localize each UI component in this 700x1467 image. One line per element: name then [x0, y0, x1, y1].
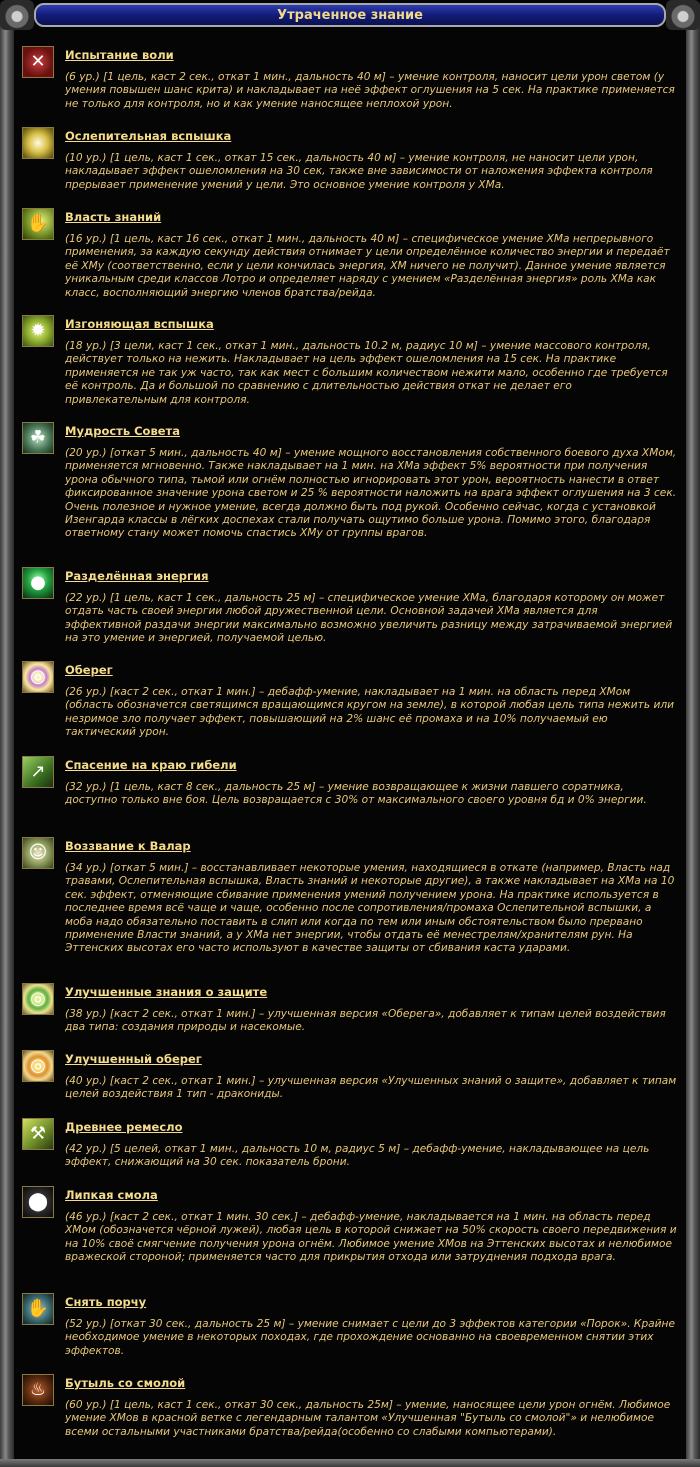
burst-icon: ✹: [22, 315, 54, 347]
skill-link[interactable]: Испытание воли: [65, 48, 174, 62]
title-bar: [34, 3, 666, 27]
skill-link[interactable]: Древнее ремесло: [65, 1120, 183, 1134]
skill-description: (40 ур.) [каст 2 сек., откат 1 мин.] – улучшенная версия «Улучшенных знаний о защите», добавляет к типам целей воздействия 1 тип - дракониды.: [65, 1075, 677, 1101]
skill-link[interactable]: Разделённая энергия: [65, 569, 209, 583]
skill-description: (18 ур.) [3 цели, каст 1 сек., откат 1 мин., дальность 10.2 м, радиус 10 м] – умение массового контроля, действует только на нежить. Накладывает на цель эффект ошеломления на 15 сек. На практике применяется не так уж часто, так как мест с большим количеством нежити мало, особенно где требуется её контроль. Да и большой по сравнению с длительностью действия откат не делает его привлекательным для контроля.: [65, 340, 668, 406]
skill-description: (26 ур.) [каст 2 сек., откат 1 мин.] – дебафф-умение, накладывает на 1 мин. на область перед ХМом (область обозначется светящимся вращающимся кругом на земле), в которой любая цель типа нежить или незримое зло получает эффект, повышающий на 2% шанс её промаха и на 10% получаемый ею тактический урон.: [65, 686, 674, 739]
window-border-bottom: [0, 1459, 700, 1467]
skill-description: (10 ур.) [1 цель, каст 1 сек., откат 15 сек., дальность 40 м] – умение контроля, не наносит цели урон, накладывает эффект ошеломления на 30 сек, также вне зависимости от наложения эффекта контроля прерывает применение умений у цели. Это основное умение контроля у ХМа.: [65, 152, 653, 191]
corner-ornament-left-icon: [0, 0, 34, 30]
skill-link[interactable]: Улучшенный оберег: [65, 1052, 202, 1066]
skill-link[interactable]: Ослепительная вспышка: [65, 129, 232, 143]
rescue-icon: ↗: [22, 756, 54, 788]
skill-description: (34 ур.) [откат 5 мин.] – восстанавливает некоторые умения, находящиеся в откате (например, Власть над травами, Ослепительная вспышка, Власть знаний и некоторые другие), а также накладывает на ХМа на 10 сек. эффект, отменяющие сбивание применения умений получением урона. На практике используется в последнее время всё чаще и чаще, особенно после сопротивления/промаха Ослепительной вспышки, а моба надо обязательно поставить в слип или когда по тем или иным обстоятельством было прервано применение Власти знаний, а у ХМа нет энергии, чтобы отдать её менестрелям/хранителям рун. На Эттенских высотах его часто используют в качестве защиты от сбивания каста ударами.: [65, 862, 675, 955]
shield-cross-icon: ✕: [22, 46, 54, 78]
skill-description: (46 ур.) [каст 2 сек., откат 1 мин. 30 сек.] – дебафф-умение, накладывается на 1 мин. на область перед ХМом (обозначется чёрной лужей), любая цель в которой снижает на 50% скорость своего передвижения и на 10% своё смягчение получения урона огнём. Любимое умение ХМов на Эттенских высотах и нелюбимое вражеской стороной; применяется часто для прикрытия отхода или затруднения подхода врага.: [65, 1211, 677, 1264]
skill-description: (6 ур.) [1 цель, каст 2 сек., откат 1 мин., дальность 40 м] – умение контроля, наносит цели урон светом (у умения повышен шанс крита) и накладывает на неё эффект оглушения на 5 сек. На практике применяется не только для контроля, но и как умение наносящее неплохой урон.: [65, 71, 675, 110]
flash-icon: [22, 127, 54, 159]
ward-orange-icon: ◎: [22, 1050, 54, 1082]
council-icon: ☘: [22, 422, 54, 454]
skill-description: (42 ур.) [5 целей, откат 1 мин., дальность 10 м, радиус 5 м] – дебафф-умение, накладывающее на цель эффект, снижающий на 30 сек. показатель брони.: [65, 1143, 650, 1169]
tar-bottle-icon: ♨: [22, 1374, 54, 1406]
valar-icon: ☺: [22, 837, 54, 869]
skill-description: (60 ур.) [1 цель, каст 1 сек., откат 30 сек., дальность 25м] – умение, наносящее цели урон огнём. Любимое умение ХМов в красной ветке с легендарным талантом «Улучшенная "Бутыль со смолой"» и нелюбимое всеми остальными участниками братства/рейда(особенно со слабыми компьютерами).: [65, 1399, 671, 1438]
skill-link[interactable]: Бутыль со смолой: [65, 1376, 186, 1390]
window-title: Утраченное знание: [277, 7, 423, 23]
skill-description: (52 ур.) [откат 30 сек., дальность 25 м] – умение снимает с цели до 3 эффектов категории «Порок». Крайне необходимое умение в некоторых походах, где прохождение основанно на своевременном снятии этих эффектов.: [65, 1318, 675, 1357]
skill-description: (38 ур.) [каст 2 сек., откат 1 мин.] – улучшенная версия «Оберега», добавляет к типам целей воздействия два типа: создания природы и насекомые.: [65, 1008, 666, 1034]
hand-glow-icon: ✋: [22, 208, 54, 240]
window-border-right: [686, 22, 700, 1459]
skill-link[interactable]: Улучшенные знания о защите: [65, 985, 268, 999]
tar-icon: ⬤: [22, 1186, 54, 1218]
skill-link[interactable]: Изгоняющая вспышка: [65, 317, 214, 331]
skill-link[interactable]: Липкая смола: [65, 1188, 158, 1202]
window-border-left: [0, 22, 14, 1459]
skill-description: (16 ур.) [1 цель, каст 16 сек., откат 1 мин., дальность 40 м] – специфическое умение ХМа непрерывного применения, за каждую секунду действия отнимает у цели определённое количество энергии и передаёт её ХМу (соответственно, если у цели кончилась энергия, ХМ ничего не получит). Данное умение является уникальным среди классов Лотро и определяет наряду с умением «Разделённая энергия» роль ХМа как класс, восполняющий энергию членов братства/рейда.: [65, 233, 670, 299]
skill-link[interactable]: Оберег: [65, 663, 113, 677]
energy-orb-icon: ●: [22, 567, 54, 599]
cleanse-hand-icon: ✋: [22, 1293, 54, 1325]
skill-link[interactable]: Снять порчу: [65, 1295, 147, 1309]
skill-description: (22 ур.) [1 цель, каст 1 сек., дальность 25 м] – специфическое умение ХМа, благодаря которому он может отдать часть своей энергии любой дружественной цели. Основной задачей ХМа является для эффективной раздачи энергии максимально возможно увеличить разницу между затрачиваемой энергией на это умение и энергией, получаемой целью.: [65, 592, 673, 645]
ward-icon: ◎: [22, 661, 54, 693]
craft-icon: ⚒: [22, 1118, 54, 1150]
skill-description: (32 ур.) [1 цель, каст 8 сек., дальность 25 м] – умение возвращающее к жизни павшего соратника, доступно только вне боя. Цель возвращается с 30% от максимального своего уровня бд и 0% энергии.: [65, 781, 647, 807]
skill-link[interactable]: Воззвание к Валар: [65, 839, 191, 853]
skill-link[interactable]: Власть знаний: [65, 210, 162, 224]
skill-link[interactable]: Спасение на краю гибели: [65, 758, 237, 772]
corner-ornament-right-icon: [666, 0, 700, 30]
ward-improved-icon: ◎: [22, 983, 54, 1015]
skill-link[interactable]: Мудрость Совета: [65, 424, 180, 438]
skill-description: (20 ур.) [откат 5 мин., дальность 40 м] – умение мощного восстановления собственного боевого духа ХМом, применяется мгновенно. Также накладывает на 1 мин. на ХМа эффект 5% вероятности при получения урона обычного типа, тьмой или огнём полностью игнорировать этот урон, вероятность нанести в ответ фиксированное значение урона светом и 25 % вероятности наложить на врага эффект оглушения на 3 сек. Очень полезное и нужное умение, всегда должно быть под рукой. Особенно сейчас, когда с установкой Изенгарда классы в лёгких доспехах стали получать ощутимо больше урона. Помимо этого, благодаря ответному стану может помочь спастись ХМу от группы врагов.: [65, 447, 677, 540]
